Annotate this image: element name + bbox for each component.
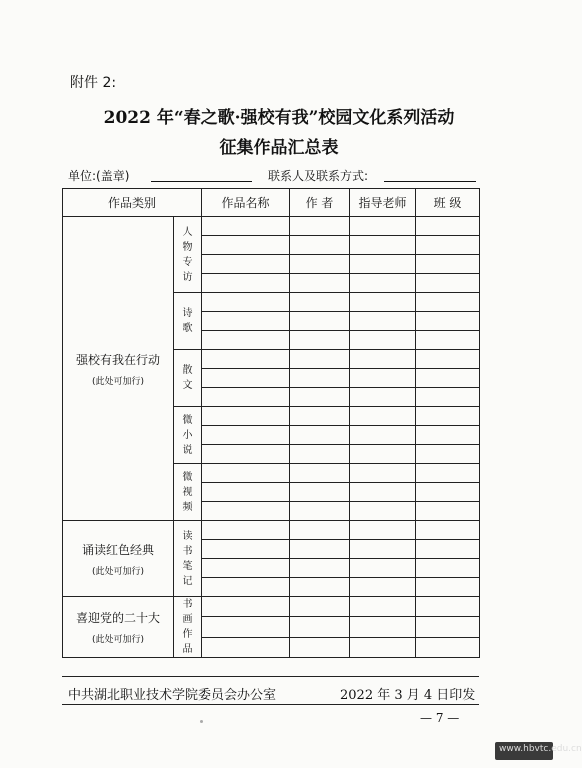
class-cell[interactable]: [416, 559, 480, 578]
advisor-cell[interactable]: [350, 236, 416, 255]
class-cell[interactable]: [416, 637, 480, 657]
advisor-cell[interactable]: [350, 407, 416, 426]
advisor-cell[interactable]: [350, 274, 416, 293]
class-cell[interactable]: [416, 464, 480, 483]
header-advisor: 指导老师: [350, 189, 416, 217]
advisor-cell[interactable]: [350, 521, 416, 540]
work-name-cell[interactable]: [202, 559, 290, 578]
unit-label: 单位:(盖章): [68, 169, 130, 183]
document-title-line2: 征集作品汇总表: [219, 138, 339, 158]
advisor-cell[interactable]: [350, 464, 416, 483]
author-cell[interactable]: [290, 255, 350, 274]
footer-top-rule: [62, 676, 479, 677]
author-cell[interactable]: [290, 426, 350, 445]
subcategory-cell: 散 文: [174, 350, 202, 407]
header-author: 作 者: [290, 189, 350, 217]
advisor-cell[interactable]: [350, 445, 416, 464]
advisor-cell[interactable]: [350, 578, 416, 597]
author-cell[interactable]: [290, 578, 350, 597]
advisor-cell[interactable]: [350, 217, 416, 236]
author-cell[interactable]: [290, 331, 350, 350]
footer-bottom-rule: [62, 704, 479, 705]
subcategory-cell: 微 视 频: [174, 464, 202, 521]
work-name-cell[interactable]: [202, 617, 290, 637]
author-cell[interactable]: [290, 617, 350, 637]
category-cell: [63, 521, 174, 597]
work-name-cell[interactable]: [202, 578, 290, 597]
subcategory-cell: 读 书 笔 记: [174, 521, 202, 597]
table-header-row: [63, 189, 480, 217]
author-cell[interactable]: [290, 597, 350, 617]
author-cell[interactable]: [290, 388, 350, 407]
header-class: 班 级: [416, 189, 480, 217]
work-name-cell[interactable]: [202, 521, 290, 540]
attachment-label: 附件 2:: [70, 75, 117, 91]
work-name-cell[interactable]: [202, 331, 290, 350]
work-name-cell[interactable]: [202, 464, 290, 483]
author-cell[interactable]: [290, 637, 350, 657]
issuing-office: 中共湖北职业技术学院委员会办公室: [68, 688, 277, 703]
advisor-cell[interactable]: [350, 617, 416, 637]
author-cell[interactable]: [290, 236, 350, 255]
summary-table: [62, 188, 480, 658]
author-cell[interactable]: [290, 274, 350, 293]
advisor-cell[interactable]: [350, 331, 416, 350]
watermark-badge: [495, 742, 582, 760]
class-cell[interactable]: [416, 597, 480, 617]
class-cell[interactable]: [416, 350, 480, 369]
class-cell[interactable]: [416, 502, 480, 521]
category-cell: [63, 217, 174, 521]
work-name-cell[interactable]: [202, 445, 290, 464]
class-cell[interactable]: [416, 331, 480, 350]
watermark-text: www.hbvtc.edu.cn: [499, 744, 582, 754]
work-name-cell[interactable]: [202, 407, 290, 426]
author-cell[interactable]: [290, 293, 350, 312]
category-note: (此处可加行): [91, 635, 145, 645]
page-number: — 7 —: [420, 711, 460, 725]
author-cell[interactable]: [290, 464, 350, 483]
work-name-cell[interactable]: [202, 369, 290, 388]
class-cell[interactable]: [416, 236, 480, 255]
work-name-cell[interactable]: [202, 274, 290, 293]
work-name-cell[interactable]: [202, 388, 290, 407]
work-name-cell[interactable]: [202, 502, 290, 521]
work-name-cell[interactable]: [202, 597, 290, 617]
class-cell[interactable]: [416, 578, 480, 597]
class-cell[interactable]: [416, 369, 480, 388]
author-cell[interactable]: [290, 521, 350, 540]
work-name-cell[interactable]: [202, 236, 290, 255]
issue-date: 2022 年 3 月 4 日印发: [340, 688, 476, 703]
subcategory-cell: 人 物 专 访: [174, 217, 202, 293]
document-title-line1: 2022 年“春之歌·强校有我”校园文化系列活动: [103, 108, 455, 128]
category-note: (此处可加行): [91, 376, 145, 387]
work-name-cell[interactable]: [202, 217, 290, 236]
category-name: 喜迎党的二十大: [75, 611, 160, 625]
class-cell[interactable]: [416, 312, 480, 331]
class-cell[interactable]: [416, 540, 480, 559]
class-cell[interactable]: [416, 426, 480, 445]
class-cell[interactable]: [416, 217, 480, 236]
header-category: 作品类别: [63, 189, 202, 217]
author-cell[interactable]: [290, 217, 350, 236]
advisor-cell[interactable]: [350, 637, 416, 657]
table-row: [63, 597, 480, 617]
author-cell[interactable]: [290, 445, 350, 464]
advisor-cell[interactable]: [350, 293, 416, 312]
class-cell[interactable]: [416, 407, 480, 426]
table-row: [63, 521, 480, 540]
contact-blank-line: [384, 181, 476, 182]
class-cell[interactable]: [416, 483, 480, 502]
work-name-cell[interactable]: [202, 540, 290, 559]
advisor-cell[interactable]: [350, 559, 416, 578]
header-work-name: 作品名称: [202, 189, 290, 217]
class-cell[interactable]: [416, 617, 480, 637]
subcategory-cell: 书 画 作 品: [174, 597, 202, 658]
advisor-cell[interactable]: [350, 540, 416, 559]
author-cell[interactable]: [290, 502, 350, 521]
work-name-cell[interactable]: [202, 312, 290, 331]
author-cell[interactable]: [290, 540, 350, 559]
author-cell[interactable]: [290, 350, 350, 369]
work-name-cell[interactable]: [202, 350, 290, 369]
class-cell[interactable]: [416, 274, 480, 293]
subcategory-cell: 诗 歌: [174, 293, 202, 350]
author-cell[interactable]: [290, 312, 350, 331]
category-name: 诵读红色经典: [81, 542, 154, 557]
work-name-cell[interactable]: [202, 426, 290, 445]
class-cell[interactable]: [416, 255, 480, 274]
category-name: 强校有我在行动: [75, 352, 160, 367]
category-note: (此处可加行): [91, 566, 145, 577]
advisor-cell[interactable]: [350, 350, 416, 369]
category-cell: [63, 597, 174, 658]
author-cell[interactable]: [290, 483, 350, 502]
unit-blank-line: [151, 181, 252, 182]
author-cell[interactable]: [290, 407, 350, 426]
advisor-cell[interactable]: [350, 597, 416, 617]
advisor-cell[interactable]: [350, 312, 416, 331]
advisor-cell[interactable]: [350, 502, 416, 521]
subcategory-cell: 微 小 说: [174, 407, 202, 464]
work-name-cell[interactable]: [202, 255, 290, 274]
class-cell[interactable]: [416, 293, 480, 312]
advisor-cell[interactable]: [350, 369, 416, 388]
work-name-cell[interactable]: [202, 483, 290, 502]
author-cell[interactable]: [290, 559, 350, 578]
class-cell[interactable]: [416, 445, 480, 464]
contact-label: 联系人及联系方式:: [268, 169, 369, 183]
advisor-cell[interactable]: [350, 483, 416, 502]
author-cell[interactable]: [290, 369, 350, 388]
work-name-cell[interactable]: [202, 637, 290, 657]
scan-speck: [200, 720, 203, 723]
advisor-cell[interactable]: [350, 426, 416, 445]
table-row: [63, 217, 480, 236]
advisor-cell[interactable]: [350, 388, 416, 407]
advisor-cell[interactable]: [350, 255, 416, 274]
class-cell[interactable]: [416, 388, 480, 407]
class-cell[interactable]: [416, 521, 480, 540]
work-name-cell[interactable]: [202, 293, 290, 312]
